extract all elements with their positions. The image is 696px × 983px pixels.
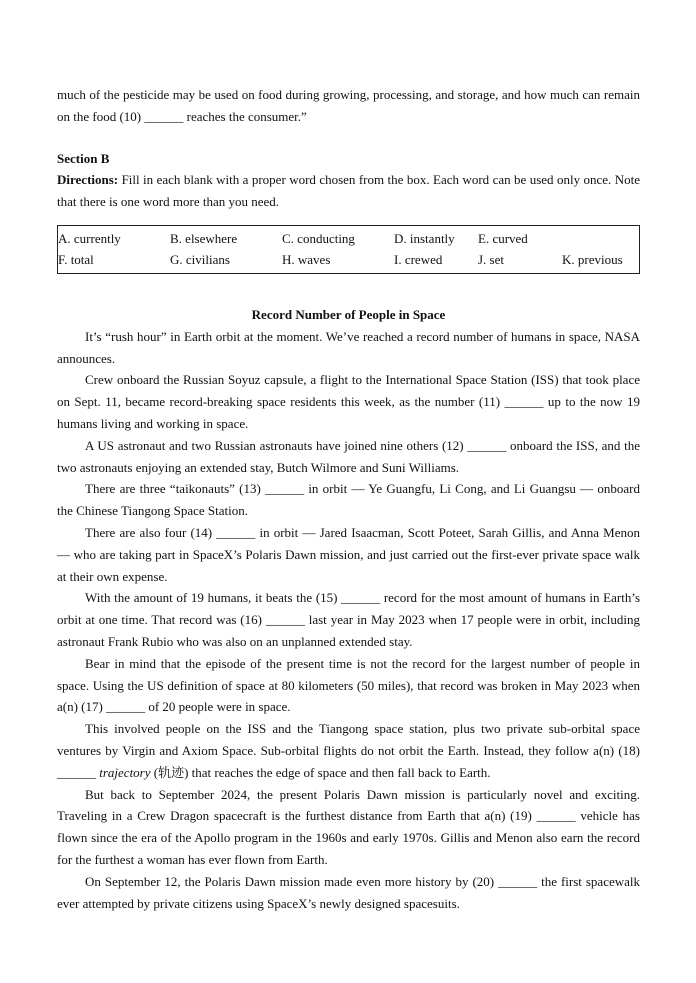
word-option-i: I. crewed [394,252,443,268]
word-option-j: J. set [478,252,504,268]
word-option-b: B. elsewhere [170,230,238,246]
section-title: Section B [57,150,110,166]
article-paragraph-4: There are three “taikonauts” (13) ______ in orbit — Ye Guangfu, Li Cong, and Li Guangsu — onboard the Chinese Tiangong Space Station. [57,481,640,519]
word-option-c: C. conducting [282,230,355,246]
directions-text: Fill in each blank with a proper word chosen from the box. Each word can be used only once. Note that there is one word more than you need. [57,172,640,210]
word-option-h: H. waves [282,252,331,268]
trajectory-term: trajectory [99,764,151,780]
article-paragraph-8 [57,718,640,783]
paragraph-8-before: This involved people on the ISS and the Tiangong space station, plus two private sub-orbital space ventures by Virgin and Axiom Space. Sub-orbital flights do not orbit the Earth. Instead, they follow a(n) (18) ______ [57,721,640,780]
word-box [57,225,640,274]
article-paragraph-9: But back to September 2024, the present Polaris Dawn mission is particularly novel and exciting. Traveling in a Crew Dragon spacecraft is the furthest distance from Earth that a(n) (19) ______ vehicle has flown since the era of the Apollo program in the 1960s and early 1970s. Gillis and Menon also earn the record for the furthest a woman has ever flown from Earth. [57,786,640,867]
word-box-row-1 [58,228,639,250]
article-paragraph-1: It’s “rush hour” in Earth orbit at the moment. We’ve reached a record number of humans in space, NASA announces. [57,328,640,366]
word-option-g: G. civilians [170,252,230,268]
word-box-row-2 [58,249,639,271]
word-option-d: D. instantly [394,230,455,246]
intro-paragraph: much of the pesticide may be used on food during growing, processing, and storage, and how much can remain on the food (10) ______ reaches the consumer.” [57,87,640,124]
article-paragraph-2: Crew onboard the Russian Soyuz capsule, a flight to the International Space Station (ISS) that took place on Sept. 11, became record-breaking space residents this week, as the number (11) ______ up to the now 19 humans living and working in space. [57,372,640,431]
article-paragraph-6: With the amount of 19 humans, it beats the (15) ______ record for the most amount of humans in Earth’s orbit at one time. That record was (16) ______ last year in May 2023 when 17 people were in orbit, including astronaut Frank Rubio who was also on an unplanned extended stay. [57,590,640,649]
word-option-a: A. currently [58,230,121,246]
article-paragraph-10: On September 12, the Polaris Dawn mission made even more history by (20) ______ the first spacewalk ever attempted by private citizens using SpaceX’s newly designed spacesuits. [57,873,640,911]
paragraph-8-after: (轨迹) that reaches the edge of space and then fall back to Earth. [150,764,491,780]
article-paragraph-7: Bear in mind that the episode of the present time is not the record for the largest number of people in space. Using the US definition of space at 80 kilometers (50 miles), that record was broken in May 2023 when a(n) (17) ______ of 20 people were in space. [57,655,640,715]
article-paragraph-5: There are also four (14) ______ in orbit — Jared Isaacman, Scott Poteet, Sarah Gillis, and Anna Menon — who are taking part in SpaceX’s Polaris Dawn mission, and just carried out the first-ever private space walk at their own expense. [57,524,640,584]
word-option-e: E. curved [478,230,528,246]
word-option-f: F. total [58,252,94,268]
article-paragraph-3: A US astronaut and two Russian astronauts have joined nine others (12) ______ onboard the ISS, and the two astronauts enjoying an extended stay, Butch Wilmore and Suni Williams. [57,437,640,475]
worksheet-page [57,84,640,914]
directions-label: Directions: [57,172,119,188]
word-option-k: K. previous [562,252,623,268]
directions [57,169,640,213]
article-title: Record Number of People in Space [251,306,446,322]
word-option-empty [562,228,639,250]
